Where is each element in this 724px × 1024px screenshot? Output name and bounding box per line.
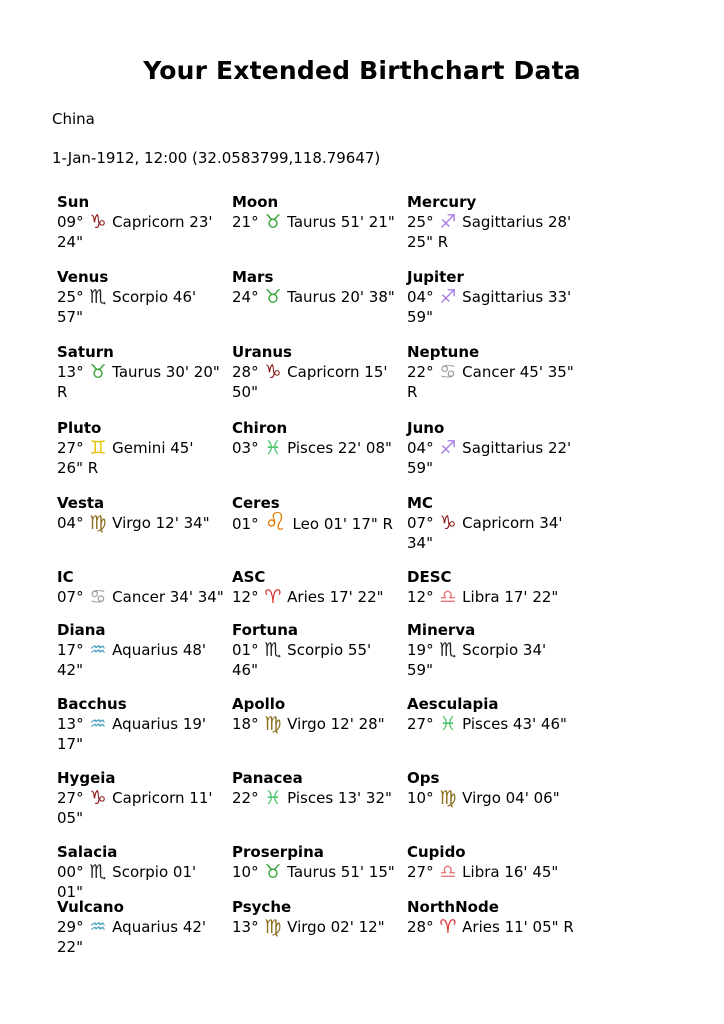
planet-position <box>232 438 399 458</box>
pisces-sign-icon: ♓ <box>264 437 282 459</box>
pisces-sign-icon: ♓ <box>439 713 457 735</box>
planet-entry-northnode <box>407 897 582 957</box>
degree-value: 25° <box>407 213 439 231</box>
planet-position <box>232 788 399 808</box>
planet-entry-chiron <box>232 418 407 493</box>
planet-position <box>407 862 574 882</box>
sign-position-text: Libra 16' 45" <box>457 863 559 881</box>
degree-value: 22° <box>407 363 439 381</box>
planet-name: Apollo <box>232 695 286 713</box>
planet-entry-juno <box>407 418 582 493</box>
planet-name: Panacea <box>232 769 303 787</box>
capricorn-sign-icon: ♑ <box>89 211 107 233</box>
sign-position-text: Pisces 13' 32" <box>282 789 392 807</box>
planet-entry-minerva <box>407 620 582 694</box>
sign-position-text: Aquarius 48' 42" <box>57 641 207 679</box>
planet-name: DESC <box>407 568 452 586</box>
virgo-sign-icon: ♍ <box>439 787 457 809</box>
scorpio-sign-icon: ♏ <box>89 861 107 883</box>
planet-name: Neptune <box>407 343 480 361</box>
degree-value: 22° <box>232 789 264 807</box>
planet-row <box>57 694 697 768</box>
sign-position-text: Cancer 45' 35" R <box>407 363 574 401</box>
cancer-sign-icon: ♋ <box>89 586 107 608</box>
virgo-sign-icon: ♍ <box>264 713 282 735</box>
degree-value: 17° <box>57 641 89 659</box>
degree-value: 27° <box>57 439 89 457</box>
planet-name: Uranus <box>232 343 292 361</box>
sign-position-text: Capricorn 11' 05" <box>57 789 213 827</box>
virgo-sign-icon: ♍ <box>264 916 282 938</box>
sign-position-text: Libra 17' 22" <box>457 588 559 606</box>
planet-name: Mars <box>232 268 274 286</box>
planet-position <box>407 917 574 937</box>
planet-entry-pluto <box>57 418 232 493</box>
planet-row <box>57 342 697 418</box>
planet-row <box>57 567 697 620</box>
planet-position <box>232 507 399 536</box>
degree-value: 25° <box>57 288 89 306</box>
aquarius-sign-icon: ♒ <box>89 713 107 735</box>
degree-value: 29° <box>57 918 89 936</box>
planet-position <box>57 917 224 957</box>
planet-position <box>57 714 224 754</box>
sign-position-text: Capricorn 15' 50" <box>232 363 388 401</box>
sign-position-text: Virgo 04' 06" <box>457 789 560 807</box>
sign-position-text: Sagittarius 22' 59" <box>407 439 572 477</box>
sign-position-text: Taurus 30' 20" R <box>57 363 220 401</box>
planet-name: Ceres <box>232 494 280 512</box>
degree-value: 09° <box>57 213 89 231</box>
planet-entry-fortuna <box>232 620 407 694</box>
planet-position <box>57 362 224 402</box>
planet-name: IC <box>57 568 74 586</box>
sign-position-text: Gemini 45' 26" R <box>57 439 194 477</box>
degree-value: 24° <box>232 288 264 306</box>
planet-position <box>232 212 399 232</box>
planet-name: Aesculapia <box>407 695 499 713</box>
planet-name: Juno <box>407 419 445 437</box>
birth-location: China <box>52 110 95 128</box>
page-title: Your Extended Birthchart Data <box>143 56 581 85</box>
planet-row <box>57 192 697 267</box>
planet-entry-cupido <box>407 842 582 897</box>
sign-position-text: Scorpio 46' 57" <box>57 288 197 326</box>
sign-position-text: Capricorn 23' 24" <box>57 213 213 251</box>
degree-value: 00° <box>57 863 89 881</box>
aries-sign-icon: ♈ <box>264 586 282 608</box>
degree-value: 10° <box>232 863 264 881</box>
aquarius-sign-icon: ♒ <box>89 639 107 661</box>
sign-position-text: Virgo 02' 12" <box>282 918 385 936</box>
degree-value: 04° <box>407 439 439 457</box>
aries-sign-icon: ♈ <box>439 916 457 938</box>
planet-row <box>57 842 697 901</box>
planet-entry-jupiter <box>407 267 582 342</box>
planet-position <box>232 917 399 937</box>
planet-position <box>407 212 574 252</box>
degree-value: 12° <box>407 588 439 606</box>
planet-entry-proserpina <box>232 842 407 897</box>
degree-value: 04° <box>407 288 439 306</box>
planet-entry-saturn <box>57 342 232 418</box>
planet-entry-venus <box>57 267 232 342</box>
planet-position <box>407 587 574 607</box>
degree-value: 19° <box>407 641 439 659</box>
sign-position-text: Aquarius 19' 17" <box>57 715 207 753</box>
sagittarius-sign-icon: ♐ <box>439 286 457 308</box>
degree-value: 12° <box>232 588 264 606</box>
planet-name: Pluto <box>57 419 102 437</box>
planet-name: ASC <box>232 568 266 586</box>
cancer-sign-icon: ♋ <box>439 361 457 383</box>
planet-position <box>57 287 224 327</box>
planet-entry-diana <box>57 620 232 694</box>
planet-row <box>57 493 697 567</box>
planet-position <box>232 362 399 402</box>
planet-position <box>407 788 574 808</box>
planet-name: Psyche <box>232 898 292 916</box>
planet-entry-mars <box>232 267 407 342</box>
pisces-sign-icon: ♓ <box>264 787 282 809</box>
degree-value: 27° <box>57 789 89 807</box>
planet-entry-mercury <box>407 192 582 267</box>
degree-value: 18° <box>232 715 264 733</box>
degree-value: 28° <box>232 363 264 381</box>
sign-position-text: Sagittarius 28' 25" R <box>407 213 572 251</box>
sign-position-text: Virgo 12' 34" <box>107 514 210 532</box>
planet-position <box>57 212 224 252</box>
degree-value: 01° <box>232 515 264 533</box>
degree-value: 07° <box>57 588 89 606</box>
degree-value: 28° <box>407 918 439 936</box>
planet-row <box>57 897 697 957</box>
planet-entry-aesculapia <box>407 694 582 768</box>
planet-position <box>57 788 224 828</box>
planet-entry-mc <box>407 493 582 567</box>
degree-value: 03° <box>232 439 264 457</box>
sign-position-text: Taurus 51' 21" <box>282 213 395 231</box>
sign-position-text: Leo 01' 17" R <box>287 515 393 533</box>
sign-position-text: Scorpio 34' 59" <box>407 641 547 679</box>
planet-name: Venus <box>57 268 109 286</box>
planet-entry-neptune <box>407 342 582 418</box>
sign-position-text: Taurus 51' 15" <box>282 863 395 881</box>
planet-position <box>407 438 574 478</box>
degree-value: 21° <box>232 213 264 231</box>
sign-position-text: Scorpio 55' 46" <box>232 641 372 679</box>
planet-position <box>407 714 574 734</box>
planet-entry-psyche <box>232 897 407 957</box>
planet-name: Salacia <box>57 843 118 861</box>
gemini-sign-icon: ♊ <box>89 437 107 459</box>
sign-position-text: Cancer 34' 34" <box>107 588 224 606</box>
planet-name: Ops <box>407 769 440 787</box>
planet-name: Diana <box>57 621 106 639</box>
taurus-sign-icon: ♉ <box>264 211 282 233</box>
sagittarius-sign-icon: ♐ <box>439 211 457 233</box>
birthchart-grid <box>57 192 697 957</box>
sign-position-text: Sagittarius 33' 59" <box>407 288 572 326</box>
planet-row <box>57 418 697 493</box>
degree-value: 13° <box>232 918 264 936</box>
planet-name: NorthNode <box>407 898 499 916</box>
planet-entry-moon <box>232 192 407 267</box>
capricorn-sign-icon: ♑ <box>264 361 282 383</box>
planet-entry-ceres <box>232 493 407 567</box>
planet-position <box>407 362 574 402</box>
planet-entry-hygeia <box>57 768 232 842</box>
planet-position <box>57 587 224 607</box>
degree-value: 01° <box>232 641 264 659</box>
planet-position <box>407 287 574 327</box>
planet-name: MC <box>407 494 433 512</box>
sign-position-text: Pisces 22' 08" <box>282 439 392 457</box>
degree-value: 27° <box>407 863 439 881</box>
planet-position <box>232 714 399 734</box>
planet-name: Minerva <box>407 621 476 639</box>
scorpio-sign-icon: ♏ <box>264 639 282 661</box>
planet-position <box>57 438 224 478</box>
sagittarius-sign-icon: ♐ <box>439 437 457 459</box>
degree-value: 07° <box>407 514 439 532</box>
scorpio-sign-icon: ♏ <box>439 639 457 661</box>
planet-row <box>57 768 697 842</box>
planet-name: Proserpina <box>232 843 324 861</box>
planet-entry-ops <box>407 768 582 842</box>
planet-entry-bacchus <box>57 694 232 768</box>
planet-name: Sun <box>57 193 90 211</box>
taurus-sign-icon: ♉ <box>89 361 107 383</box>
planet-name: Jupiter <box>407 268 464 286</box>
planet-name: Moon <box>232 193 279 211</box>
sign-position-text: Aries 17' 22" <box>282 588 384 606</box>
planet-name: Chiron <box>232 419 288 437</box>
planet-position <box>57 640 224 680</box>
leo-sign-icon: ♌ <box>264 507 287 536</box>
planet-row <box>57 267 697 342</box>
capricorn-sign-icon: ♑ <box>89 787 107 809</box>
planet-row <box>57 620 697 694</box>
capricorn-sign-icon: ♑ <box>439 512 457 534</box>
sign-position-text: Aquarius 42' 22" <box>57 918 207 956</box>
sign-position-text: Taurus 20' 38" <box>282 288 395 306</box>
degree-value: 13° <box>57 715 89 733</box>
planet-entry-sun <box>57 192 232 267</box>
planet-name: Vesta <box>57 494 105 512</box>
planet-position <box>232 587 399 607</box>
birth-datetime: 1-Jan-1912, 12:00 (32.0583799,118.79647) <box>52 149 381 167</box>
planet-position <box>407 640 574 680</box>
planet-entry-ic <box>57 567 232 620</box>
aquarius-sign-icon: ♒ <box>89 916 107 938</box>
planet-name: Bacchus <box>57 695 127 713</box>
planet-position <box>232 640 399 680</box>
planet-entry-salacia <box>57 842 232 901</box>
sign-position-text: Pisces 43' 46" <box>457 715 567 733</box>
taurus-sign-icon: ♉ <box>264 861 282 883</box>
planet-name: Cupido <box>407 843 466 861</box>
planet-name: Vulcano <box>57 898 124 916</box>
planet-position <box>232 287 399 307</box>
planet-entry-panacea <box>232 768 407 842</box>
planet-entry-vulcano <box>57 897 232 957</box>
planet-position <box>232 862 399 882</box>
libra-sign-icon: ♎ <box>439 586 457 608</box>
taurus-sign-icon: ♉ <box>264 286 282 308</box>
degree-value: 10° <box>407 789 439 807</box>
degree-value: 13° <box>57 363 89 381</box>
planet-name: Hygeia <box>57 769 116 787</box>
planet-entry-apollo <box>232 694 407 768</box>
planet-name: Mercury <box>407 193 477 211</box>
planet-name: Fortuna <box>232 621 298 639</box>
planet-position <box>57 862 224 902</box>
planet-entry-uranus <box>232 342 407 418</box>
sign-position-text: Virgo 12' 28" <box>282 715 385 733</box>
planet-position <box>57 513 224 533</box>
libra-sign-icon: ♎ <box>439 861 457 883</box>
degree-value: 27° <box>407 715 439 733</box>
planet-entry-asc <box>232 567 407 620</box>
degree-value: 04° <box>57 514 89 532</box>
planet-name: Saturn <box>57 343 114 361</box>
scorpio-sign-icon: ♏ <box>89 286 107 308</box>
planet-entry-desc <box>407 567 582 620</box>
planet-entry-vesta <box>57 493 232 567</box>
sign-position-text: Aries 11' 05" R <box>457 918 574 936</box>
sign-position-text: Scorpio 01' 01" <box>57 863 197 901</box>
sign-position-text: Capricorn 34' 34" <box>407 514 563 552</box>
planet-position <box>407 513 574 553</box>
virgo-sign-icon: ♍ <box>89 512 107 534</box>
